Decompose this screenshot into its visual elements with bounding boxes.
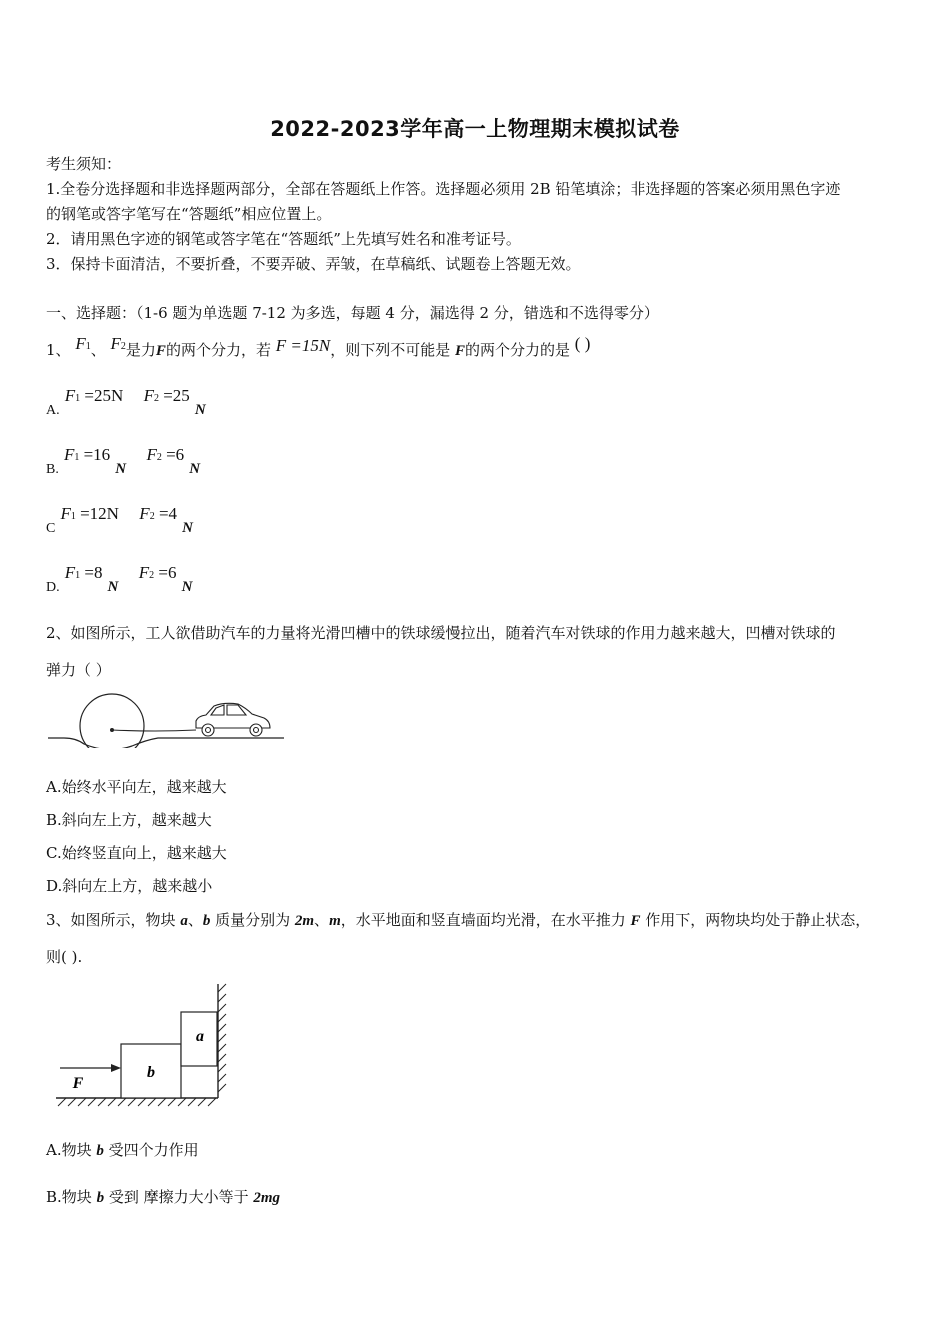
- q3-mass-m: m: [329, 913, 341, 929]
- q1-option-c: C F1 =12N F2 =4 N: [46, 504, 193, 536]
- q2-option-b: B.斜向左上方，越来越大: [46, 811, 212, 829]
- q2-stem-line1: 2、如图所示，工人欲借助汽车的力量将光滑凹槽中的铁球缓慢拉出，随着汽车对铁球的作用力越来越大，凹槽对铁球的: [46, 624, 836, 642]
- q3-symbol-b: b: [202, 913, 211, 929]
- q1-option-a: A. F1 =25N F2 =25 N: [46, 386, 206, 418]
- page-title: 2022-2023学年高一上物理期末模拟试卷: [270, 117, 680, 141]
- q1-option-d: D. F1 =8 N F2 =6 N: [46, 563, 193, 595]
- q3-force-symbol: F: [630, 913, 641, 929]
- notice-item-1-cont: 的钢笔或答字笔写在“答题纸”相应位置上。: [46, 205, 332, 223]
- label-b: b: [147, 1064, 155, 1081]
- q2-stem-line2: 弹力（ ）: [46, 661, 111, 679]
- label-a: a: [196, 1028, 204, 1045]
- q3-symbol-a: a: [180, 913, 188, 929]
- q1-text-b: 的两个分力，若: [165, 341, 271, 359]
- car: [196, 703, 270, 736]
- notice-heading: 考生须知：: [46, 155, 122, 173]
- q1-text-c: ，则下列不可能是: [330, 341, 451, 359]
- label-F: F: [72, 1075, 84, 1092]
- q2-option-c: C.始终竖直向上，越来越大: [46, 844, 227, 862]
- section-heading: 一、选择题：（1-6 题为单选题 7-12 为多选，每题 4 分，漏选得 2 分，错选和不选得零分）: [46, 304, 659, 322]
- q1-f1-symbol: F1: [75, 334, 91, 353]
- q3-stem-line2: 则( ).: [46, 948, 83, 966]
- q1-given-force: F =15N: [275, 336, 331, 355]
- q1-sep: 、: [90, 341, 106, 359]
- q1-force-symbol: F: [155, 343, 166, 359]
- q3-figure: [52, 980, 242, 1120]
- q1-number: 1、: [46, 341, 71, 359]
- q1-text-d: 的两个分力的是: [465, 341, 571, 359]
- tow-rope: [112, 730, 196, 731]
- q3-option-b: B.物块 b 受到 摩擦力大小等于 2mg: [46, 1188, 281, 1206]
- q1-stem: [46, 334, 591, 360]
- notice-item-3: 3．保持卡面清洁，不要折叠，不要弄破、弄皱，在草稿纸、试题卷上答题无效。: [46, 255, 581, 273]
- q1-force-symbol-2: F: [454, 343, 465, 359]
- q3-option-a: A.物块 b 受四个力作用: [46, 1141, 199, 1159]
- q1-option-b: B. F1 =16 N F2 =6 N: [46, 445, 201, 477]
- q2-option-d: D.斜向左上方，越来越小: [46, 877, 213, 895]
- q1-f2-symbol: F2: [110, 334, 126, 353]
- q1-answer-paren: ( ): [574, 334, 591, 353]
- notice-item-2: 2．请用黑色字迹的钢笔或答字笔在“答题纸”上先填写姓名和准考证号。: [46, 230, 521, 248]
- q3-mass-2m: 2m: [294, 913, 315, 929]
- ground-hatching: [58, 1098, 216, 1106]
- iron-ball: [80, 694, 144, 748]
- q2-figure: [46, 688, 291, 748]
- q1-text-a: 是力: [125, 341, 156, 359]
- q2-option-a: A.始终水平向左，越来越大: [46, 778, 227, 796]
- notice-item-1: 1.全卷分选择题和非选择题两部分，全部在答题纸上作答。选择题必须用 2B 铅笔填涂；非选择题的答案必须用黑色字迹: [46, 180, 841, 198]
- force-arrowhead: [111, 1064, 121, 1072]
- wall-hatching: [218, 984, 226, 1092]
- q3-stem-line1: 3、如图所示，物块 a、b 质量分别为 2m、m，水平地面和竖直墙面均光滑，在水平推力 F 作用下，两物块均处于静止状态，: [46, 911, 871, 929]
